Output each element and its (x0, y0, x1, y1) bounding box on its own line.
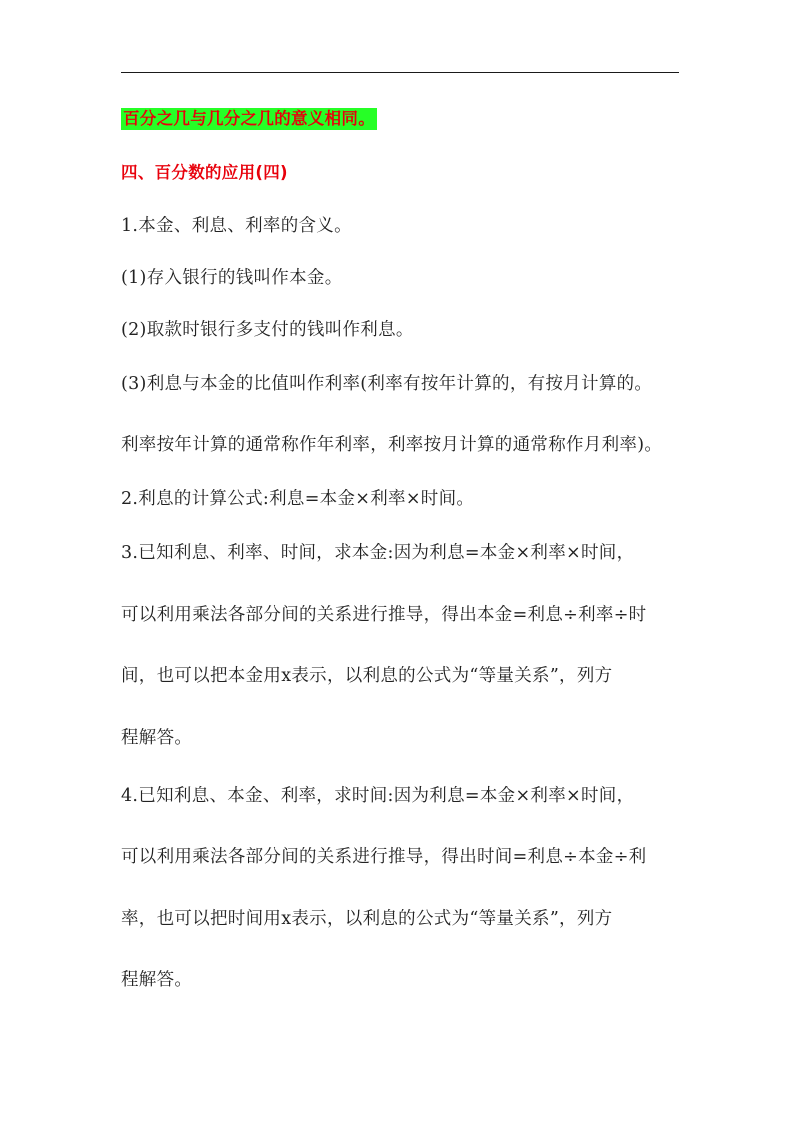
paragraph-line-10: 程解答。 (121, 728, 193, 748)
paragraph-line-6: 2.利息的计算公式:利息=本金×利率×时间。 (121, 489, 475, 509)
paragraph-line-8: 可以利用乘法各部分间的关系进行推导，得出本金=利息÷利率÷时 (121, 605, 647, 625)
top-rule (121, 72, 679, 73)
paragraph-line-2: (1)存入银行的钱叫作本金。 (121, 268, 343, 288)
paragraph-line-1: 1.本金、利息、利率的含义。 (121, 216, 352, 236)
paragraph-line-9: 间，也可以把本金用x表示，以利息的公式为“等量关系”，列方 (121, 666, 613, 686)
paragraph-line-5: 利率按年计算的通常称作年利率，利率按月计算的通常称作月利率)。 (121, 435, 663, 455)
section-title: 四、百分数的应用(四) (121, 163, 288, 182)
paragraph-line-4: (3)利息与本金的比值叫作利率(利率有按年计算的，有按月计算的。 (121, 374, 653, 394)
paragraph-line-14: 程解答。 (121, 970, 193, 990)
paragraph-line-13: 率，也可以把时间用x表示，以利息的公式为“等量关系”，列方 (121, 909, 613, 929)
paragraph-line-11: 4.已知利息、本金、利率，求时间:因为利息=本金×利率×时间， (121, 786, 635, 806)
highlighted-note (121, 107, 377, 131)
paragraph-line-12: 可以利用乘法各部分间的关系进行推导，得出时间=利息÷本金÷利 (121, 847, 647, 867)
paragraph-line-3: (2)取款时银行多支付的钱叫作利息。 (121, 320, 414, 340)
note-text: 百分之几与几分之几的意义相同。 (123, 109, 375, 128)
paragraph-line-7: 3.已知利息、利率、时间，求本金:因为利息=本金×利率×时间， (121, 543, 635, 563)
